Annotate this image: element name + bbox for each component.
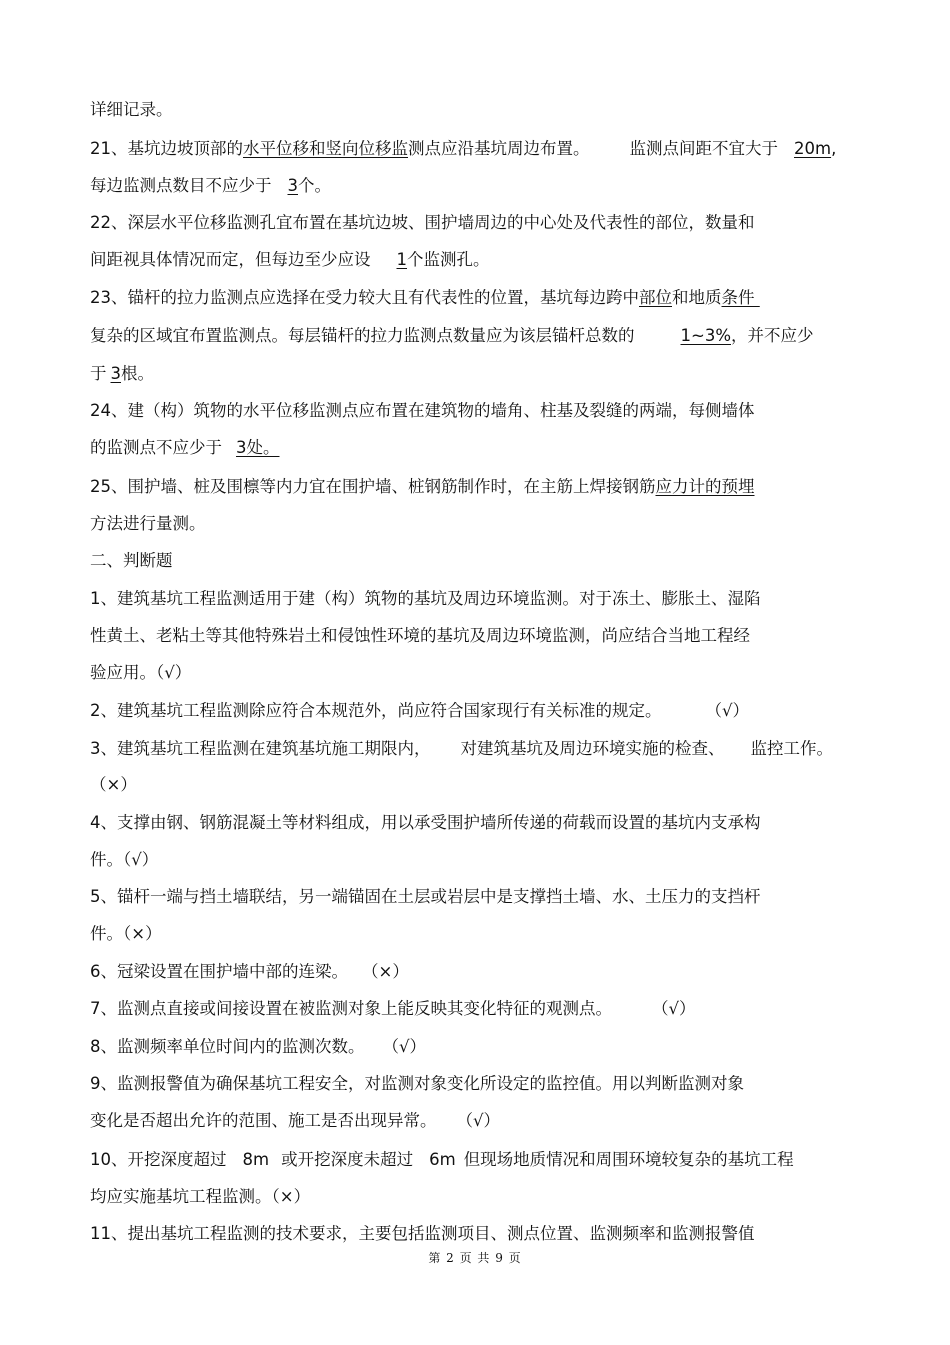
text: 23、锚杆的拉力监测点应选择在受力较大且有代表性的位置，基坑每边跨中 — [90, 288, 639, 307]
text: ，并不应少 — [731, 326, 814, 345]
text: 但现场地质情况和周围环境较复杂的基坑工程 — [463, 1150, 794, 1169]
text: 5、锚杆一端与挡土墙联结，另一端锚固在土层或岩层中是支撑挡土墙、水、土压力的支挡杆 — [90, 887, 761, 906]
text-line — [90, 99, 173, 121]
text-line — [90, 625, 750, 647]
answer-blank: 1 — [396, 250, 407, 269]
text: 和 — [309, 139, 326, 158]
question-25 — [90, 476, 755, 498]
answer-mark: （√） — [705, 701, 750, 720]
judgment-10 — [90, 1149, 794, 1171]
text-line — [90, 513, 206, 535]
text: 和地质 — [672, 288, 722, 307]
text: 根。 — [121, 364, 154, 383]
answer-mark: （×） — [90, 775, 137, 794]
text: 8、监测频率单位时间内的监测次数。 — [90, 1037, 365, 1056]
text-line — [90, 363, 154, 385]
text: 7、监测点直接或间接设置在被监测对象上能反映其变化特征的观测点。 — [90, 999, 612, 1018]
text-line — [90, 175, 331, 197]
text-line — [90, 774, 137, 796]
text: 件。（√） — [90, 850, 159, 869]
section-heading — [90, 550, 173, 572]
question-21 — [90, 138, 836, 160]
question-22 — [90, 212, 755, 234]
text: 24、建（构）筑物的水平位移监测点应布置在建筑物的墙角、柱基及裂缝的两端，每侧墙体 — [90, 401, 755, 420]
answer-blank: 应力计的预埋 — [655, 477, 755, 496]
text: 复杂的区域宜布置监测点。每层锚杆的拉力监测点数量应为该层锚杆总数的 — [90, 326, 635, 345]
text: 11、提出基坑工程监测的技术要求，主要包括监测项目、测点位置、监测频率和监测报警值 — [90, 1224, 755, 1243]
text: 1、建筑基坑工程监测适用于建（构）筑物的基坑及周边环境监测。对于冻土、膨胀土、湿陷 — [90, 589, 761, 608]
answer-blank: 20m — [794, 139, 832, 158]
text: 个。 — [298, 176, 331, 195]
text: 或开挖深度未超过 — [281, 1150, 414, 1169]
text-line — [90, 923, 162, 945]
judgment-7 — [90, 998, 696, 1020]
answer-blank: 部位 — [639, 288, 672, 307]
text: 22、深层水平位移监测孔宜布置在基坑边坡、围护墙周边的中心处及代表性的部位，数量和 — [90, 213, 755, 232]
text: 6m — [429, 1150, 456, 1169]
judgment-3 — [90, 738, 833, 760]
text: 二、判断题 — [90, 551, 173, 570]
judgment-4 — [90, 812, 761, 834]
text: 均应实施基坑工程监测。（×） — [90, 1187, 311, 1206]
text: 个监测孔。 — [407, 250, 490, 269]
text: 性黄土、老粘土等其他特殊岩土和侵蚀性环境的基坑及周边环境监测，尚应结合当地工程经 — [90, 626, 750, 645]
text: 2、建筑基坑工程监测除应符合本规范外，尚应符合国家现行有关标准的规定。 — [90, 701, 662, 720]
answer-blank: 水平位移 — [243, 139, 309, 158]
answer-mark: （√） — [456, 1111, 501, 1130]
answer-mark: （√） — [382, 1037, 427, 1056]
answer-blank: 3 — [287, 176, 298, 195]
answer-mark: （×） — [362, 962, 409, 981]
judgment-8 — [90, 1036, 426, 1058]
question-23 — [90, 287, 805, 309]
text: 间距视具体情况而定，但每边至少应设 — [90, 250, 371, 269]
text: 监测点间距不宜大于 — [629, 139, 778, 158]
text: 方法进行量测。 — [90, 514, 206, 533]
text: 每边监测点数目不应少于 — [90, 176, 272, 195]
judgment-5 — [90, 886, 761, 908]
text-line — [90, 1110, 500, 1132]
text: 的监测点不应少于 — [90, 438, 222, 457]
answer-blank: 3 — [110, 364, 121, 383]
judgment-6 — [90, 961, 409, 983]
text: 9、监测报警值为确保基坑工程安全，对监测对象变化所设定的监控值。用以判断监测对象 — [90, 1074, 744, 1093]
text: 处。 — [246, 438, 280, 457]
text-line — [90, 325, 814, 347]
text: 测点应沿基坑周边布置。 — [408, 139, 590, 158]
text-line — [90, 1186, 310, 1208]
page-footer: 第 2 页 共 9 页 — [428, 1251, 522, 1265]
answer-blank: 竖向位移监 — [325, 139, 408, 158]
text: 验应用。（√） — [90, 663, 192, 682]
text: 21、基坑边坡顶部的 — [90, 139, 243, 158]
text: 10、开挖深度超过 — [90, 1150, 227, 1169]
text: 监控工作。 — [750, 739, 833, 758]
text: , — [831, 139, 837, 158]
text: 25、围护墙、桩及围檩等内力宜在围护墙、桩钢筋制作时，在主筋上焊接钢筋 — [90, 477, 656, 496]
answer-blank: 条件 — [721, 288, 755, 307]
text: 变化是否超出允许的范围、施工是否出现异常。 — [90, 1111, 437, 1130]
judgment-1 — [90, 588, 761, 610]
text: 6、冠梁设置在围护墙中部的连梁。 — [90, 962, 348, 981]
text-line — [90, 249, 490, 271]
text-line — [90, 437, 280, 459]
answer-blank: 1~3% — [680, 326, 731, 345]
answer-blank: 3 — [236, 438, 247, 457]
judgment-11 — [90, 1223, 755, 1245]
answer-mark: （√） — [652, 999, 696, 1018]
text-line — [90, 849, 158, 871]
question-24 — [90, 400, 755, 422]
text: 4、支撑由钢、钢筋混凝土等材料组成，用以承受围护墙所传递的荷载而设置的基坑内支承构 — [90, 813, 761, 832]
text: 件。（×） — [90, 924, 162, 943]
text: 8m — [242, 1150, 270, 1169]
text: 于 — [90, 364, 107, 383]
text: 3、建筑基坑工程监测在建筑基坑施工期限内， — [90, 739, 431, 758]
text-line — [90, 662, 191, 684]
judgment-9 — [90, 1073, 744, 1095]
text: 对建筑基坑及周边环境实施的检查、 — [460, 739, 725, 758]
text: 详细记录。 — [90, 100, 173, 119]
judgment-2 — [90, 700, 749, 722]
